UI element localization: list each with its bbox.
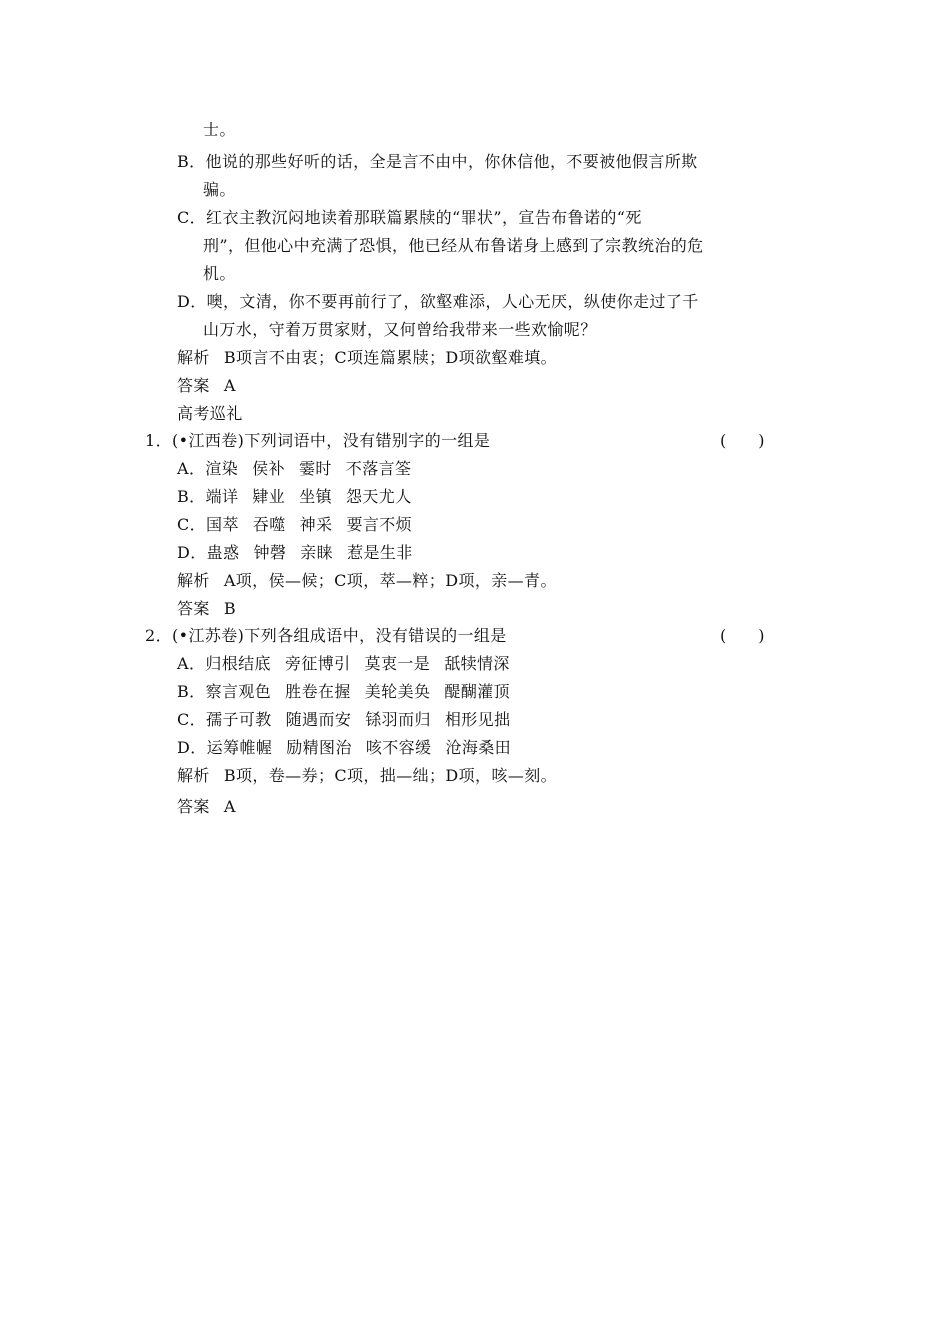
analysis-label: 解析	[177, 766, 210, 785]
option-c-line2: 刑”，但他心中充满了恐惧，他已经从布鲁诺身上感到了宗教统治的危	[203, 236, 704, 255]
analysis-text: B项，卷—券；C项，拙—绌；D项，咳—刻。	[223, 766, 558, 785]
q1-option-a: A．渲染 侯补 霎时 不落言筌	[177, 459, 412, 478]
q1-answer-bracket: ( )	[720, 431, 765, 450]
q1-answer-line	[177, 599, 236, 619]
q1-option-c: C．国萃 吞噬 神采 要言不烦	[177, 515, 413, 534]
option-c-line3: 机。	[203, 264, 236, 283]
q2-answer-line	[177, 797, 236, 817]
answer-text: B	[223, 599, 236, 618]
q1-option-b: B．端详 肄业 坐镇 怨天尤人	[177, 487, 412, 506]
section-title: 高考巡礼	[177, 404, 243, 423]
q1-stem: 1．(•江西卷)下列词语中，没有错别字的一组是	[145, 431, 491, 450]
option-c-line1: C．红衣主教沉闷地读着那联篇累牍的“罪状”，宣告布鲁诺的“死	[177, 208, 642, 227]
q2-answer-bracket: ( )	[720, 626, 765, 645]
answer-line	[177, 376, 236, 396]
q1-option-d: D．蛊惑 钟磬 亲睐 惹是生非	[177, 543, 413, 562]
option-b-line2: 骗。	[203, 180, 236, 199]
answer-label: 答案	[177, 376, 210, 395]
q2-option-a: A．归根结底 旁征博引 莫衷一是 舐犊情深	[177, 654, 510, 673]
analysis-line	[177, 348, 557, 368]
analysis-label: 解析	[177, 571, 210, 590]
q2-option-d: D．运筹帷幄 励精图治 咳不容缓 沧海桑田	[177, 738, 512, 757]
option-d-line1: D．噢，文清，你不要再前行了，欲壑难添，人心无厌，纵使你走过了千	[177, 292, 699, 311]
q2-stem: 2．(•江苏卷)下列各组成语中，没有错误的一组是	[145, 626, 507, 645]
q2-analysis-line	[177, 766, 557, 786]
option-d-line2: 山万水，守着万贯家财，又何曾给我带来一些欢愉呢？	[203, 320, 597, 339]
option-a-tail: 士。	[203, 120, 236, 139]
analysis-text: A项，侯—候；C项，萃—粹；D项，亲—青。	[223, 571, 557, 590]
answer-label: 答案	[177, 797, 210, 816]
analysis-label: 解析	[177, 348, 210, 367]
answer-label: 答案	[177, 599, 210, 618]
answer-text: A	[223, 797, 236, 816]
q1-analysis-line	[177, 571, 557, 591]
option-b-line1: B．他说的那些好听的话，全是言不由中，你休信他，不要被他假言所欺	[177, 152, 698, 171]
q2-option-c: C．孺子可教 随遇而安 铩羽而归 相形见拙	[177, 710, 511, 729]
q2-option-b: B．察言观色 胜卷在握 美轮美奂 醍醐灌顶	[177, 682, 510, 701]
answer-text: A	[223, 376, 236, 395]
analysis-text: B项言不由衷；C项连篇累牍；D项欲壑难填。	[223, 348, 558, 367]
